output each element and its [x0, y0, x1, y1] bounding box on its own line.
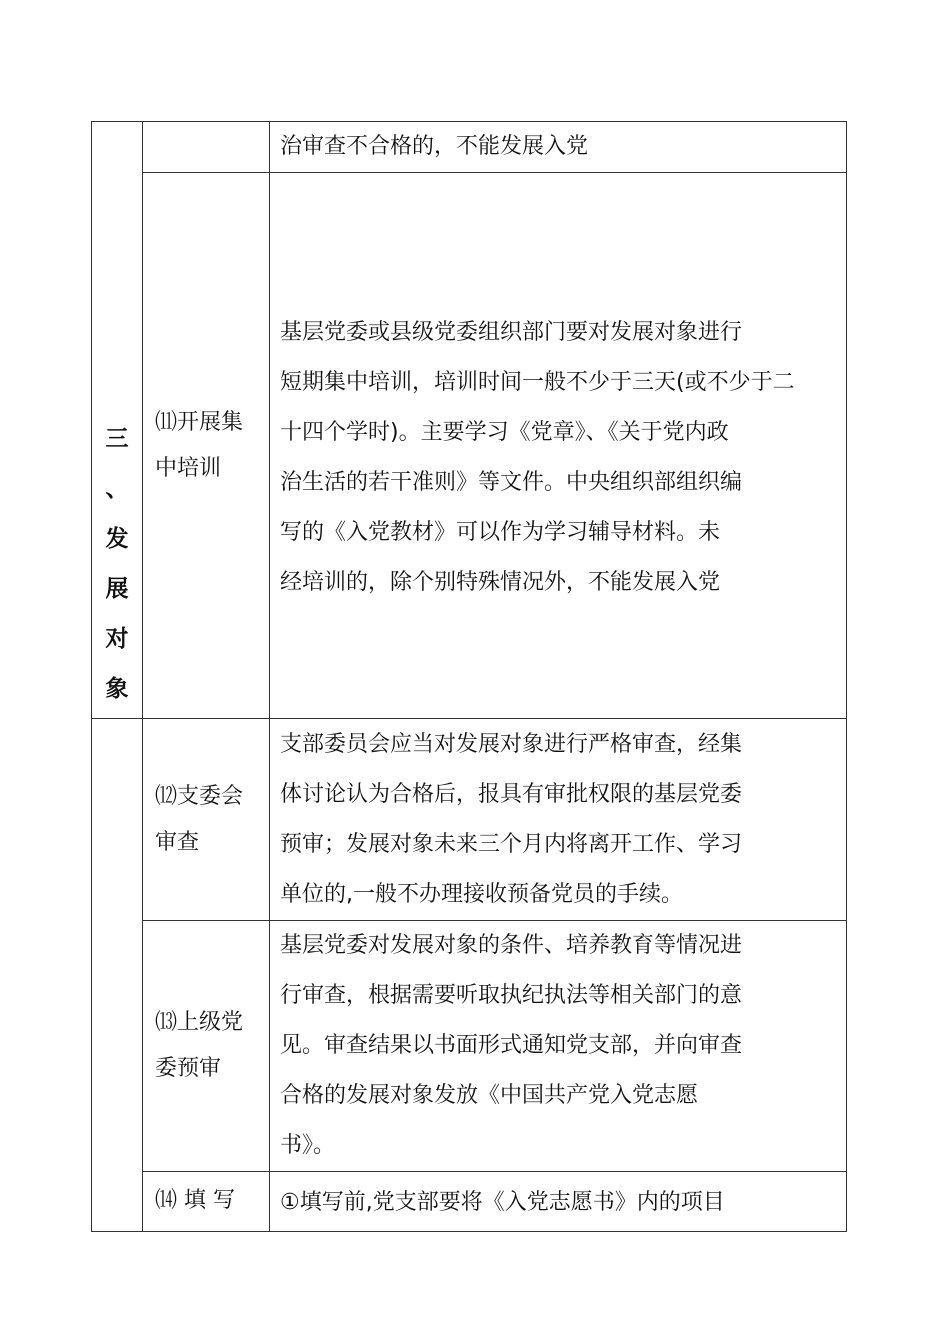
table-row	[92, 1172, 847, 1232]
step-cell	[143, 719, 270, 921]
step-cell	[143, 1172, 270, 1232]
content-line: 十四个学时)。主要学习《党章》、《关于党内政	[280, 419, 729, 445]
section-char: 三	[105, 426, 129, 452]
content-line: 行审查，根据需要听取执纪执法等相关部门的意	[280, 983, 743, 1008]
table-row	[92, 122, 847, 173]
step-label: ⑾开展集	[155, 409, 244, 435]
content-line: 治审查不合格的，不能发展入党	[280, 134, 589, 159]
content-line: 治生活的若干准则》等文件。中央组织部组织编	[280, 469, 743, 495]
section-char: 对	[105, 626, 129, 652]
procedure-table	[91, 121, 847, 1232]
step-label: 审查	[155, 829, 200, 855]
content-line: 写的《入党教材》可以作为学习辅导材料。未	[280, 519, 721, 545]
step-cell	[143, 122, 270, 173]
content-line: 见。审查结果以书面形式通知党支部，并向审查	[280, 1033, 743, 1058]
content-line: ①填写前,党支部要将《入党志愿书》内的项目	[280, 1190, 725, 1215]
content-line: 基层党委或县级党委组织部门要对发展对象进行	[280, 319, 743, 345]
content-cell	[270, 173, 847, 719]
step-label: ⒁ 填 写	[155, 1188, 235, 1213]
content-line: 支部委员会应当对发展对象进行严格审查，经集	[280, 731, 743, 757]
step-label: ⑿支委会	[155, 783, 244, 809]
section-empty-cell	[92, 719, 143, 1232]
section-char: 象	[105, 676, 129, 702]
table-row	[92, 719, 847, 921]
content-line: 合格的发展对象发放《中国共产党入党志愿	[280, 1083, 699, 1108]
table-row	[92, 173, 847, 719]
section-char: 发	[105, 526, 129, 552]
content-line: 基层党委对发展对象的条件、培养教育等情况进	[280, 933, 743, 958]
content-line: 短期集中培训，培训时间一般不少于三天(或不少于二	[280, 369, 795, 395]
table-row	[92, 921, 847, 1172]
step-cell	[143, 921, 270, 1172]
step-label: 中培训	[155, 455, 222, 481]
content-line: 预审；发展对象未来三个月内将离开工作、学习	[280, 831, 743, 857]
step-label: ⒀上级党	[155, 1010, 244, 1035]
content-line: 经培训的，除个别特殊情况外，不能发展入党	[280, 569, 721, 595]
section-label-cell	[92, 122, 143, 719]
section-char: 、	[105, 476, 129, 502]
content-line: 书》。	[280, 1133, 336, 1158]
step-label: 委预审	[155, 1056, 222, 1081]
content-cell	[270, 1172, 847, 1232]
content-line: 单位的,一般不办理接收预备党员的手续。	[280, 881, 683, 907]
content-line: 体讨论认为合格后，报具有审批权限的基层党委	[280, 781, 743, 807]
content-cell	[270, 719, 847, 921]
step-cell	[143, 173, 270, 719]
section-char: 展	[105, 576, 129, 602]
content-cell	[270, 921, 847, 1172]
content-cell	[270, 122, 847, 173]
